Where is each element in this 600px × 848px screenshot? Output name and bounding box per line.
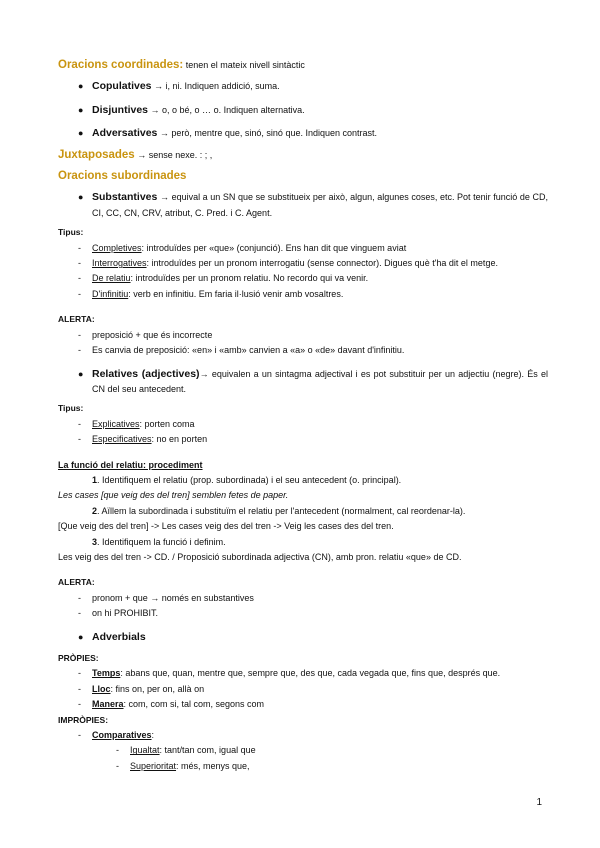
- text: on hi PROHIBIT.: [92, 608, 159, 619]
- term: D'infinitiu: [92, 288, 129, 299]
- step-2: [58, 504, 548, 519]
- text: preposició + que és incorrecte: [92, 329, 213, 340]
- bullet-text: → equivalen a un sintagma adjectival i es pot substituir per un adjectiu (negre). És el CN del seu antecedent.: [92, 368, 548, 394]
- conclusion: Les veig des del tren -> CD. / Proposició subordinada adjectiva (CN), amb pron. relatiu «que» de CD.: [58, 551, 462, 562]
- coordinades-heading: [58, 58, 548, 73]
- text: pronom + que → només en substantives: [92, 592, 254, 603]
- term: Temps: [92, 668, 121, 679]
- list-item: - Igualtat: tant/tan com, igual que: [116, 745, 256, 756]
- text: : no en porten: [151, 434, 208, 445]
- term: Comparatives: [92, 730, 152, 741]
- term: Interrogatives: [92, 258, 147, 269]
- bullet-icon: ●: [78, 128, 84, 139]
- list-item: - Especificatives: no en porten: [78, 434, 208, 445]
- text: : introduïdes per «que» (conjunció). Ens han dit que vinguem aviat: [141, 242, 407, 253]
- bullet-icon: ●: [78, 104, 84, 115]
- bullet-adversatives: [58, 126, 548, 141]
- text: : verb en infinitiu. Em faria il·lusió venir amb vosaltres.: [128, 288, 344, 299]
- term: Especificatives: [92, 434, 152, 445]
- list-item: - Lloc: fins on, per on, allà on: [78, 683, 205, 694]
- step-text: . Identifiquem la funció i definim.: [97, 536, 226, 547]
- bullet-term: Relatives (adjectives): [92, 367, 200, 380]
- list-item: - preposició + que és incorrecte: [78, 329, 213, 340]
- bullet-icon: ●: [78, 631, 84, 642]
- step-3: [58, 535, 548, 550]
- tipus-label: Tipus:: [58, 403, 84, 414]
- text: : introduïdes per un pronom interrogatiu (sense connector). Digues què t'ha dit el metge.: [146, 258, 498, 269]
- alerta-label: ALERTA:: [58, 577, 95, 588]
- coordinades-title: Oracions coordinades:: [58, 59, 184, 71]
- bullet-icon: ●: [78, 81, 84, 92]
- bullet-relatives: [58, 367, 548, 398]
- term: Superioritat: [130, 760, 177, 771]
- text: : fins on, per on, allà on: [110, 683, 205, 694]
- step-number: 3: [92, 536, 98, 547]
- bullet-term: Copulatives: [92, 80, 152, 93]
- text: : com, com si, tal com, segons com: [123, 699, 265, 710]
- list-item: - Interrogatives: introduïdes per un pronom interrogatiu (sense connector). Digues què t'ha dit el metge.: [78, 258, 498, 269]
- bullet-text: → i, ni. Indiquen addició, suma.: [151, 81, 280, 92]
- bullet-term: Adverbials: [92, 630, 146, 643]
- funcio-title: La funció del relatiu: procediment: [58, 459, 203, 470]
- list-item: - Es canvia de preposició: «en» i «amb» canvien a «a» o «de» davant d'infinitiu.: [78, 345, 405, 356]
- bullet-text: → però, mentre que, sinó, sinó que. Indiquen contrast.: [157, 128, 378, 139]
- text: : abans que, quan, mentre que, sempre que, des que, cada vegada que, fins que, després que.: [120, 668, 501, 679]
- list-item: - Manera: com, com si, tal com, segons com: [78, 699, 265, 710]
- bullet-disjuntives: [58, 103, 548, 118]
- bullet-icon: ●: [78, 368, 84, 379]
- text: : més, menys que,: [176, 760, 250, 771]
- subordinades-title: Oracions subordinades: [58, 170, 187, 183]
- term: De relatiu: [92, 273, 131, 284]
- step-number: 1: [92, 474, 98, 485]
- text: : introduïdes per un pronom relatiu. No recordo qui va venir.: [130, 273, 369, 284]
- propies-label: PRÒPIES:: [58, 653, 99, 663]
- text: :: [151, 730, 155, 741]
- alerta-label: ALERTA:: [58, 314, 95, 325]
- list-item: - Comparatives:: [78, 730, 155, 741]
- bullet-text: → equival a un SN que se substitueix per això, algun, algunes coses, etc. Pot tenir funció de CD, CI, CC, CN, CRV, atribut, C. Pred. i C. Agent.: [92, 192, 548, 218]
- list-item: - Superioritat: més, menys que,: [116, 760, 250, 771]
- example-1: Les cases [que veig des del tren] semblen fetes de paper.: [58, 490, 289, 501]
- bullet-text: → o, o bé, o … o. Indiquen alternativa.: [148, 104, 305, 115]
- text: : tant/tan com, igual que: [159, 745, 256, 756]
- juxtaposades-title: Juxtaposades: [58, 148, 135, 161]
- list-item: - Temps: abans que, quan, mentre que, sempre que, des que, cada vegada que, fins que, després que.: [78, 668, 501, 679]
- coordinades-desc: tenen el mateix nivell sintàctic: [185, 60, 305, 70]
- step-1: [58, 473, 548, 488]
- term: Explicatives: [92, 418, 140, 429]
- term: Manera: [92, 699, 124, 710]
- example-2: [Que veig des del tren] -> Les cases veig des del tren -> Veig les cases des del tren.: [58, 521, 394, 532]
- list-item: - D'infinitiu: verb en infinitiu. Em faria il·lusió venir amb vosaltres.: [78, 288, 344, 299]
- list-item: - on hi PROHIBIT.: [78, 608, 159, 619]
- juxtaposades-text: → sense nexe. : ; ,: [134, 149, 213, 160]
- term: Lloc: [92, 683, 111, 694]
- page-number: 1: [536, 797, 542, 808]
- bullet-term: Adversatives: [92, 127, 158, 140]
- text: Es canvia de preposició: «en» i «amb» canvien a «a» o «de» davant d'infinitiu.: [92, 345, 405, 356]
- bullet-copulatives: [58, 79, 548, 94]
- tipus-label: Tipus:: [58, 227, 84, 238]
- list-item: - Completives: introduïdes per «que» (conjunció). Ens han dit que vinguem aviat: [78, 242, 407, 253]
- term: Igualtat: [130, 745, 160, 756]
- document-content: [58, 58, 548, 774]
- list-item: - De relatiu: introduïdes per un pronom relatiu. No recordo qui va venir.: [78, 273, 369, 284]
- list-item: - Explicatives: porten coma: [78, 418, 195, 429]
- term: Completives: [92, 242, 142, 253]
- bullet-icon: ●: [78, 192, 84, 203]
- bullet-term: Substantives: [92, 191, 158, 204]
- step-text: . Aïllem la subordinada i substituïm el relatiu per l'antecedent (normalment, cal reordenar-la).: [97, 505, 466, 516]
- juxtaposades-heading: [58, 148, 548, 163]
- list-item: - pronom + que → només en substantives: [78, 592, 254, 603]
- bullet-adverbials: [58, 630, 548, 645]
- text: : porten coma: [139, 418, 195, 429]
- bullet-term: Disjuntives: [92, 103, 149, 116]
- bullet-substantives: [58, 190, 548, 221]
- impropies-label: IMPRÒPIES:: [58, 714, 109, 725]
- step-text: . Identifiquem el relatiu (prop. subordinada) i el seu antecedent (o. principal).: [97, 474, 402, 485]
- step-number: 2: [92, 505, 98, 516]
